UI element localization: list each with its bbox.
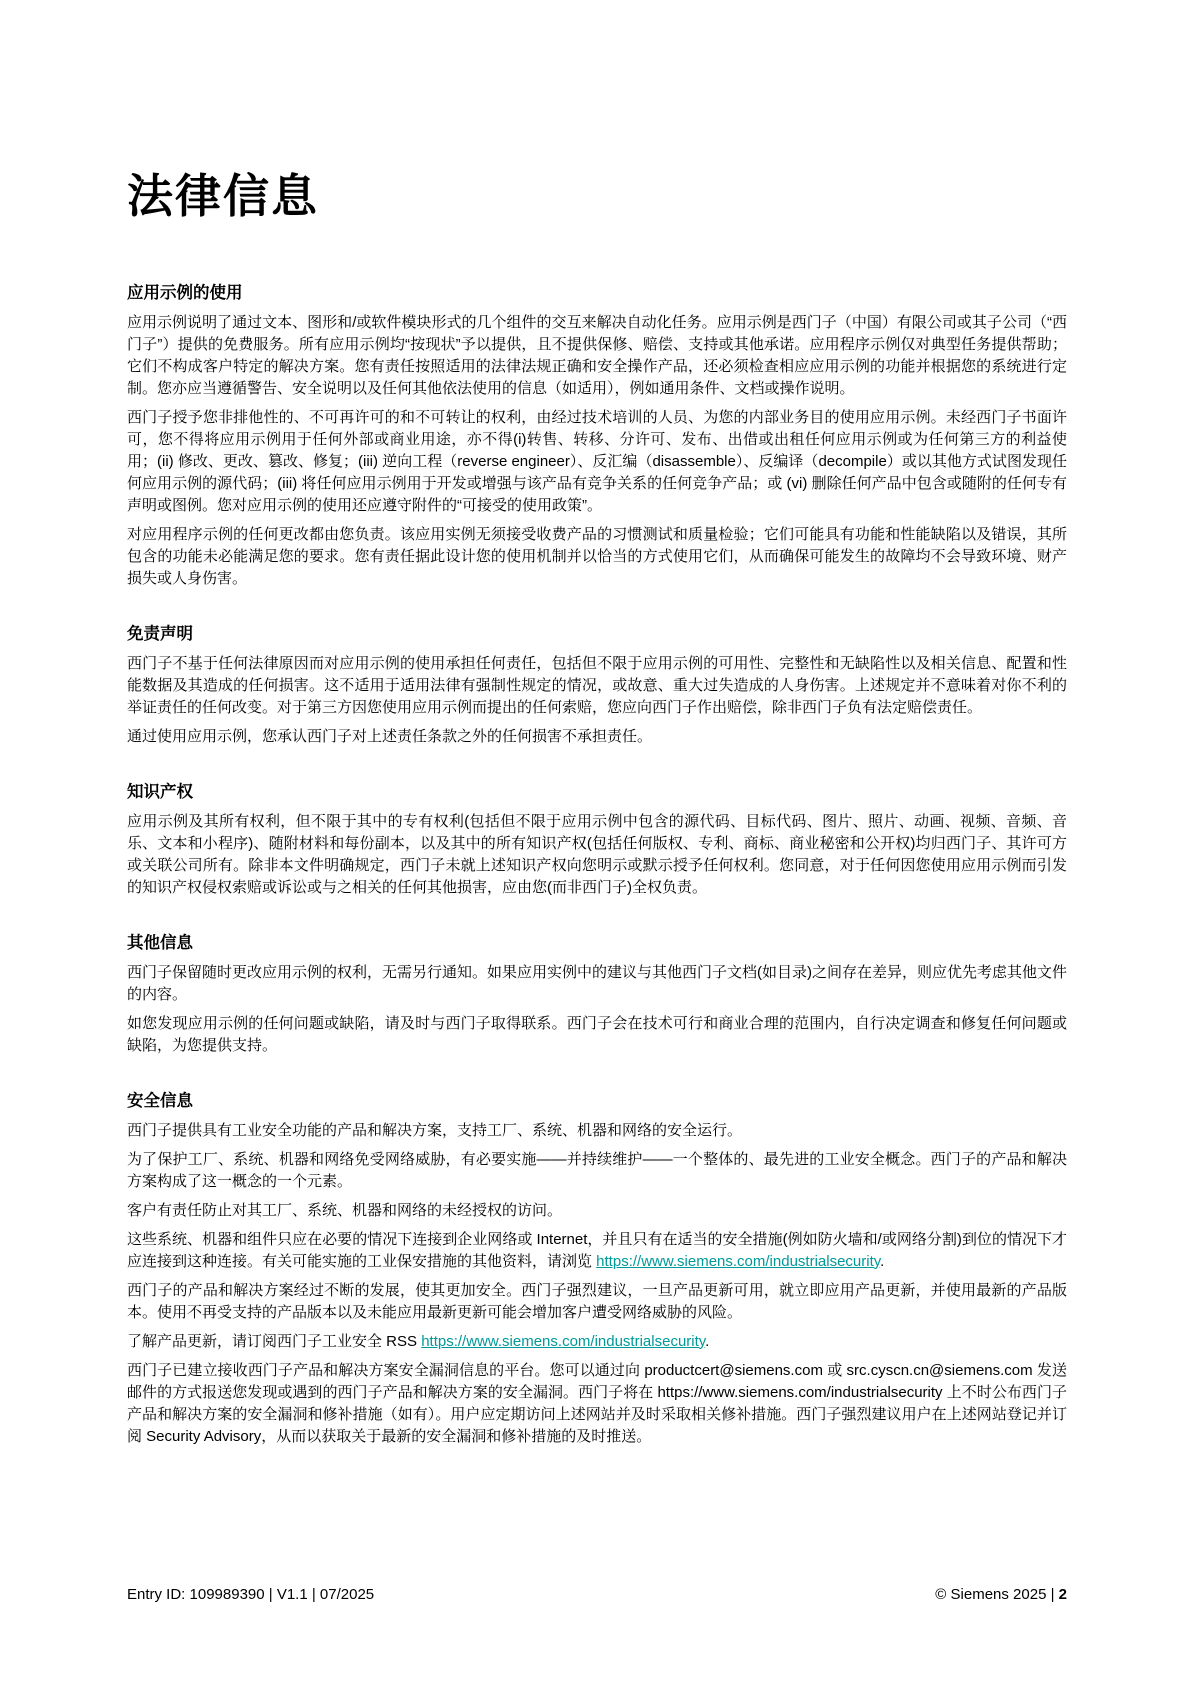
paragraph: 客户有责任防止对其工厂、系统、机器和网络的未经授权的访问。 bbox=[127, 1201, 563, 1219]
section-security-information bbox=[127, 1091, 1067, 1448]
section-heading: 知识产权 bbox=[127, 782, 193, 801]
paragraph: 应用示例及其所有权利，但不限于其中的专有权利(包括但不限于应用示例中包含的源代码、目标代码、图片、照片、动画、视频、音频、音乐、文本和小程序)、随附材料和每份副本，以及其中的所有知识产权(包括任何版权、专利、商标、商业秘密和公开权)均归西门子、其许可方或关联公司所有。除非本文件明确规定，西门子未就上述知识产权向您明示或默示授予任何权利。您同意，对于任何因您使用应用示例而引发的知识产权侵权索赔或诉讼或与之相关的任何其他损害，应由您(而非西门子)全权负责。 bbox=[127, 812, 1067, 896]
paragraph: 西门子不基于任何法律原因而对应用示例的使用承担任何责任，包括但不限于应用示例的可用性、完整性和无缺陷性以及相关信息、配置和性能数据及其造成的任何损害。这不适用于适用法律有强制性规定的情况，或故意、重大过失造成的人身伤害。上述规定并不意味着对你不利的举证责任的任何改变。对于第三方因您使用应用示例而提出的任何索赔，您应向西门子作出赔偿，除非西门子负有法定赔偿责任。 bbox=[127, 654, 1067, 716]
section-heading: 免责声明 bbox=[127, 624, 193, 643]
section-heading: 安全信息 bbox=[127, 1091, 193, 1110]
paragraph-text: 了解产品更新，请订阅西门子工业安全 RSS bbox=[127, 1332, 422, 1350]
document-content bbox=[127, 0, 1067, 1455]
industrial-security-rss-link[interactable]: https://www.siemens.com/industrialsecurity bbox=[421, 1332, 706, 1350]
paragraph: 西门子的产品和解决方案经过不断的发展，使其更加安全。西门子强烈建议，一旦产品更新可用，就立即应用产品更新，并使用最新的产品版本。使用不再受支持的产品版本以及未能应用最新更新可能会增加客户遭受网络威胁的风险。 bbox=[127, 1281, 1067, 1321]
section-heading: 其他信息 bbox=[127, 933, 193, 952]
paragraph: 应用示例说明了通过文本、图形和/或软件模块形式的几个组件的交互来解决自动化任务。应用示例是西门子（中国）有限公司或其子公司（“西门子”）提供的免费服务。所有应用示例均“按现状”予以提供，且不提供保修、赔偿、支持或其他承诺。应用程序示例仅对典型任务提供帮助；它们不构成客户特定的解决方案。您有责任按照适用的法律法规正确和安全操作产品，还必须检查相应应用示例的功能并根据您的系统进行定制。您亦应当遵循警告、安全说明以及任何其他依法使用的信息（如适用），例如通用条件、文档或操作说明。 bbox=[127, 313, 1067, 397]
footer-copyright bbox=[935, 1585, 1067, 1605]
paragraph: 对应用程序示例的任何更改都由您负责。该应用实例无须接受收费产品的习惯测试和质量检验；它们可能具有功能和性能缺陷以及错误，其所包含的功能未必能满足您的要求。您有责任据此设计您的使用机制并以恰当的方式使用它们，从而确保可能发生的故障均不会导致环境、财产损失或人身伤害。 bbox=[127, 525, 1067, 587]
paragraph-text: . bbox=[705, 1332, 710, 1350]
footer-entry-id: Entry ID: 109989390 | V1.1 | 07/2025 bbox=[127, 1586, 375, 1603]
paragraph-text: 这些系统、机器和组件只应在必要的情况下连接到企业网络或 Internet，并且只有在适当的安全措施(例如防火墙和/或网络分割)到位的情况下才应连接到这种连接。有关可能实施的工业保安措施的其他资料，请浏览 bbox=[127, 1230, 1067, 1270]
paragraph: 西门子提供具有工业安全功能的产品和解决方案，支持工厂、系统、机器和网络的安全运行。 bbox=[127, 1121, 743, 1139]
paragraph-text: . bbox=[880, 1252, 885, 1270]
section-use-of-application-examples bbox=[127, 283, 1067, 590]
section-other-information bbox=[127, 933, 1067, 1057]
page-footer bbox=[127, 1585, 1067, 1605]
section-disclaimer bbox=[127, 624, 1067, 748]
page-title: 法律信息 bbox=[127, 170, 319, 222]
paragraph: 通过使用应用示例，您承认西门子对上述责任条款之外的任何损害不承担责任。 bbox=[127, 727, 653, 745]
copyright-text: © Siemens 2025 | bbox=[935, 1586, 1059, 1603]
paragraph: 如您发现应用示例的任何问题或缺陷，请及时与西门子取得联系。西门子会在技术可行和商业合理的范围内，自行决定调查和修复任何问题或缺陷，为您提供支持。 bbox=[127, 1014, 1067, 1054]
paragraph: 西门子授予您非排他性的、不可再许可的和不可转让的权利，由经过技术培训的人员、为您的内部业务目的使用应用示例。未经西门子书面许可，您不得将应用示例用于任何外部或商业用途，亦不得(i)转售、转移、分许可、发布、出借或出租任何应用示例或为任何第三方的利益使用；(ii) 修改、更改、篡改、修复；(iii) 逆向工程（reverse engineer）、反汇编（disassemble）、反编译（decompile）或以其他方式试图发现任何应用示例的源代码；(iii) 将任何应用示例用于开发或增强与该产品有竞争关系的任何竞争产品；或 (vi) 删除任何产品中包含或随附的任何专有声明或图例。您对应用示例的使用还应遵守附件的“可接受的使用政策”。 bbox=[127, 408, 1067, 514]
paragraph: 西门子保留随时更改应用示例的权利，无需另行通知。如果应用实例中的建议与其他西门子文档(如目录)之间存在差异，则应优先考虑其他文件的内容。 bbox=[127, 963, 1067, 1003]
section-heading: 应用示例的使用 bbox=[127, 283, 243, 302]
section-intellectual-property bbox=[127, 782, 1067, 899]
paragraph-with-link bbox=[127, 1331, 1067, 1353]
paragraph: 为了保护工厂、系统、机器和网络免受网络威胁，有必要实施——并持续维护——一个整体的、最先进的工业安全概念。西门子的产品和解决方案构成了这一概念的一个元素。 bbox=[127, 1150, 1067, 1190]
industrial-security-link[interactable]: https://www.siemens.com/industrialsecurity bbox=[596, 1252, 881, 1270]
paragraph: 西门子已建立接收西门子产品和解决方案安全漏洞信息的平台。您可以通过向 productcert@siemens.com 或 src.cyscn.cn@siemens.com 发送邮件的方式报送您发现或遇到的西门子产品和解决方案的安全漏洞。西门子将在 https://www.siemens.com/industrialsecurity 上不时公布西门子产品和解决方案的安全漏洞和修补措施（如有）。用户应定期访问上述网站并及时采取相关修补措施。西门子强烈建议用户在上述网站登记并订阅 Security Advisory，从而以获取关于最新的安全漏洞和修补措施的及时推送。 bbox=[127, 1361, 1067, 1445]
paragraph-with-link bbox=[127, 1229, 1067, 1273]
page-number: 2 bbox=[1058, 1586, 1067, 1603]
